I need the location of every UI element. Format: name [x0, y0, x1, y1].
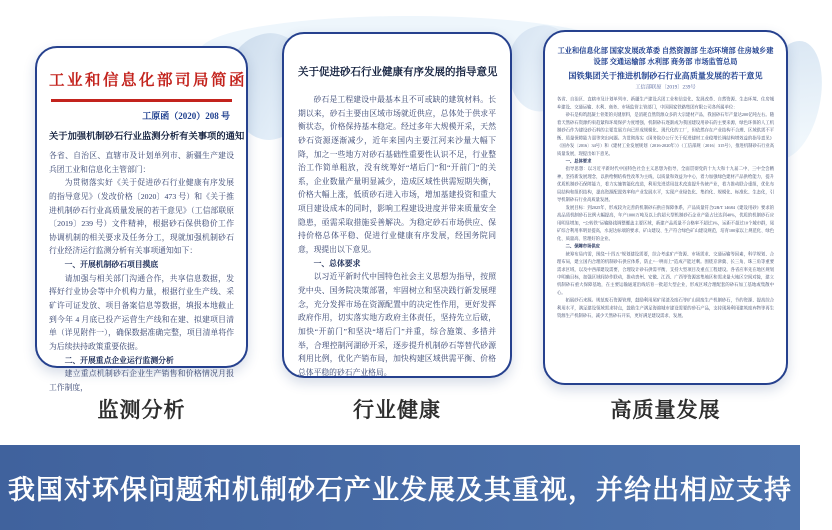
doc-section-heading: 一、开展机制砂石项目摸底 — [64, 260, 159, 270]
doc3-ministries: 工业和信息化部 国家发展改革委 自然资源部 生态环境部 住房城乡建设部 交通运输部 水利部 商务部 市场监管总局 — [557, 47, 774, 66]
doc3-body — [557, 96, 774, 320]
doc-paragraph: 统筹布局内需，围绕“十四五”规划建设需要，综合考虑矿产资源、市场需求、交通运输等因素，科学规划、合理布局，建立国内合理的机制砂石供应体系，防止“一哄而上”造成产能过剩。围绕京津冀、长三角、珠三角等重要需求区域，以及中西部建设需要，合理设计砂石供需平衡，支持大型项目及重点工程建设。各省应率先在地区规划中明确目标，加强区域间协作联动，推动贵州、安徽、江西、广西等资源富集地区和需求量大地区空间对接，建立机制砂石重大保障基地，在主要运输通道沿线培育一批超大型企业，形成区域合理配套的砂石加工基地或集散中心。 — [557, 251, 774, 295]
doc2-title: 关于促进砂石行业健康有序发展的指导意见 — [298, 67, 498, 78]
doc-paragraph: 砂石是构筑混凝土骨架的关键原料，是消耗自然资源众多的大宗建材产品，我国砂石年产量达200亿吨左右。随着天然砂石资源约束趋紧和环境保护力度增强，机制砂石逐渐成为我国建设用砂石的主要来源，绿色环保的人工机制砂石作为建设砂石料的主要发展方向已形成规模化、现代化的工厂，但依然存在产业结构不合理、区域供需不平衡、质量保障能力弱等突出问题。为贯彻落实《国务院办公厅关于促进建材工业稳增长调结构增效益的指导意见》（国办发〔2016〕34号）和《建材工业发展规划（2016-2020年）》（工信部规〔2016〕315号），推进机制砂石行业高质量发展，现提出如下意见。 — [557, 112, 774, 156]
doc2-body — [298, 93, 496, 379]
doc-paragraph: 建立重点机制砂石企业生产销售和价格情况月报工作制度， — [49, 369, 234, 392]
doc-section-heading: 一、总体要求 — [313, 258, 361, 268]
letterhead-red-rule — [51, 99, 232, 102]
doc1-title: 关于加强机制砂石行业监测分析有关事项的通知 — [49, 132, 245, 142]
document-card-high-quality — [543, 30, 788, 385]
document-card-industry-health — [282, 32, 512, 378]
doc-paragraph: 以习近平新时代中国特色社会主义思想为指导，按照党中央、国务院决策部署，牢固树立和坚决践行新发展理念，充分发挥市场在资源配置中的决定性作用，更好发挥政府作用，切实落实地方政府主体责任，坚持先立后破，加快“开前门”和坚决“堵后门”并重，综合施策、多措并举，合理控制河湖砂开采，逐步提升机制砂石等替代砂源利用比例，优化产销布局，加快构建区域供需平衡、价格总体平稳的砂石产业格局。 — [298, 272, 496, 377]
letterhead-title: 工业和信息化部司局简函 — [49, 72, 248, 89]
doc1-number: 工原函（2020）208 号 — [142, 111, 230, 121]
caption-high-quality: 高质量发展 — [610, 399, 721, 422]
banner-text: 我国对环保问题和机制砂石产业发展及其重视，并给出相应支持 — [8, 475, 792, 505]
doc-section-heading: 一、总体要求 — [565, 158, 592, 164]
doc-paragraph: 发展目标：到2025年，形成较为完善的机制砂石供应保障体系，产品质量符合GB/T 14684《建设用砂》要求的高品质机制砂石比例大幅提高，年产1000万吨及以上的超大型机制砂石企业产能占比达到40%，优质的机制砂石应用明显增加，“公转铁”运输路线调整覆盖主要区域，新建产品质量不合格率不超过3%，运距不超过10个城市群，尾矿综合利用率明显提高，水泥达标端的要求、矿山建设、生产符合绿色矿山建设规范，培育100家以上规范化、绿色化、质量高、管理好的企业。 — [557, 204, 774, 241]
bottom-banner — [0, 445, 800, 530]
document-card-monitoring — [35, 46, 248, 392]
caption-monitoring: 监测分析 — [97, 399, 186, 422]
doc-paragraph: 请加强与相关部门沟通合作，共享信息数据，发挥好行业协会等中介机构力量，根据行业生产线、采矿许可证发放、项目备案信息等数据，填报本地截止到今年 4 月底已投产运营生产线和在建、拟建项目清单（详见附件一），确保数据准确完整，项目清单将作为后续扶持政策重要依据。 — [49, 273, 234, 351]
doc-paragraph: 各省、自治区、直辖市及计划单列市、新疆生产建设兵团工业和信息化主管部门： — [49, 151, 234, 174]
caption-industry-health: 行业健康 — [353, 399, 441, 422]
doc3-number: 工信部联原〔2019〕239号 — [635, 84, 696, 91]
doc1-body — [49, 149, 234, 395]
doc3-title: 国铁集团关于推进机制砂石行业高质量发展的若干意见 — [568, 71, 763, 81]
doc-section-heading: 二、开展重点企业运行监测分析 — [64, 355, 174, 365]
doc-paragraph: 砂石是工程建设中最基本且不可或缺的建筑材料。长期以来，砂石主要由区域市场就近供应，总体处于供求平衡状态，价格保持基本稳定。经过多年大规模开采，天然砂石资源逐渐减少，近年来国内主要江河来沙量大幅下降，加之一些地方对砂石基础性重要性认识不足，行业整治工作简单粗放，没有统筹好“堵后门”和“开前门”的关系，企业数量产量明显减少，造成区域性供需短期失衡，价格大幅上涨，低质砂石进入市场，增加基建投资和重大项目建设成本的同时，影响工程建设进度并带来质量安全隐患，亟需采取措施妥善解决。为稳定砂石市场供应、保持价格总体平稳、促进行业健康有序发展，经国务院同意，现提出以下意见。 — [298, 95, 496, 255]
doc-section-heading: 二、保障市场供应 — [565, 243, 600, 249]
doc-paragraph: 为贯彻落实好《关于促进砂石行业健康有序发展的指导意见》（发改价格〔2020〕473 号）和《关于推进机制砂石行业高质量发展的若干意见》（工信部联原〔2019〕239 号）文件精神，根据砂石保供稳价工作协调机制的相关要求及任务分工，现就加强机制砂石行业经济运行监测分析有关事项通知如下： — [49, 178, 234, 256]
doc-paragraph: 拓展砂石来源。规范废石资源管理，鼓励利用尾矿尾渣及废石等矿山固废生产机制砂石，节约资源、提高综合利用水平，满足建设领域需求特点，鼓励生产满足海绵城市建设需要的砂石产品，支持现场利用建筑废弃物等再生资源生产机制砂石，减少天然砂石开采，更好满足建设需求、发展。 — [557, 297, 774, 319]
doc-paragraph: 指导思想：以习近平新时代中国特色社会主义思想为指导，全面贯彻党的十九大和十九届二中、三中全会精神，坚持新发展理念，以供给侧结构性改革为主线，以质量和效益为中心，着力加强绿色建材产品供给能力，提升优质机制砂石保障能力，着力实施智能化改造，利用先进适用技术改造提升传统产业，着力推动联合重组，优化布局结构和组织结构，提高资源配置效率和产业发展水平，实现产业绿色化、集约化、规模化、标准化、生态化，引导机制砂石行业高质量发展。 — [557, 166, 774, 203]
doc-paragraph: 各省、自治区、直辖市及计划单列市、新疆生产建设兵团工业和信息化、发展改革、自然资源、生态环境、住房城乡建设、交通运输、水利、商务、市场监管主管部门，中国国家铁路集团有限公司各所属单位： — [557, 96, 774, 110]
doc3-content — [557, 46, 774, 320]
